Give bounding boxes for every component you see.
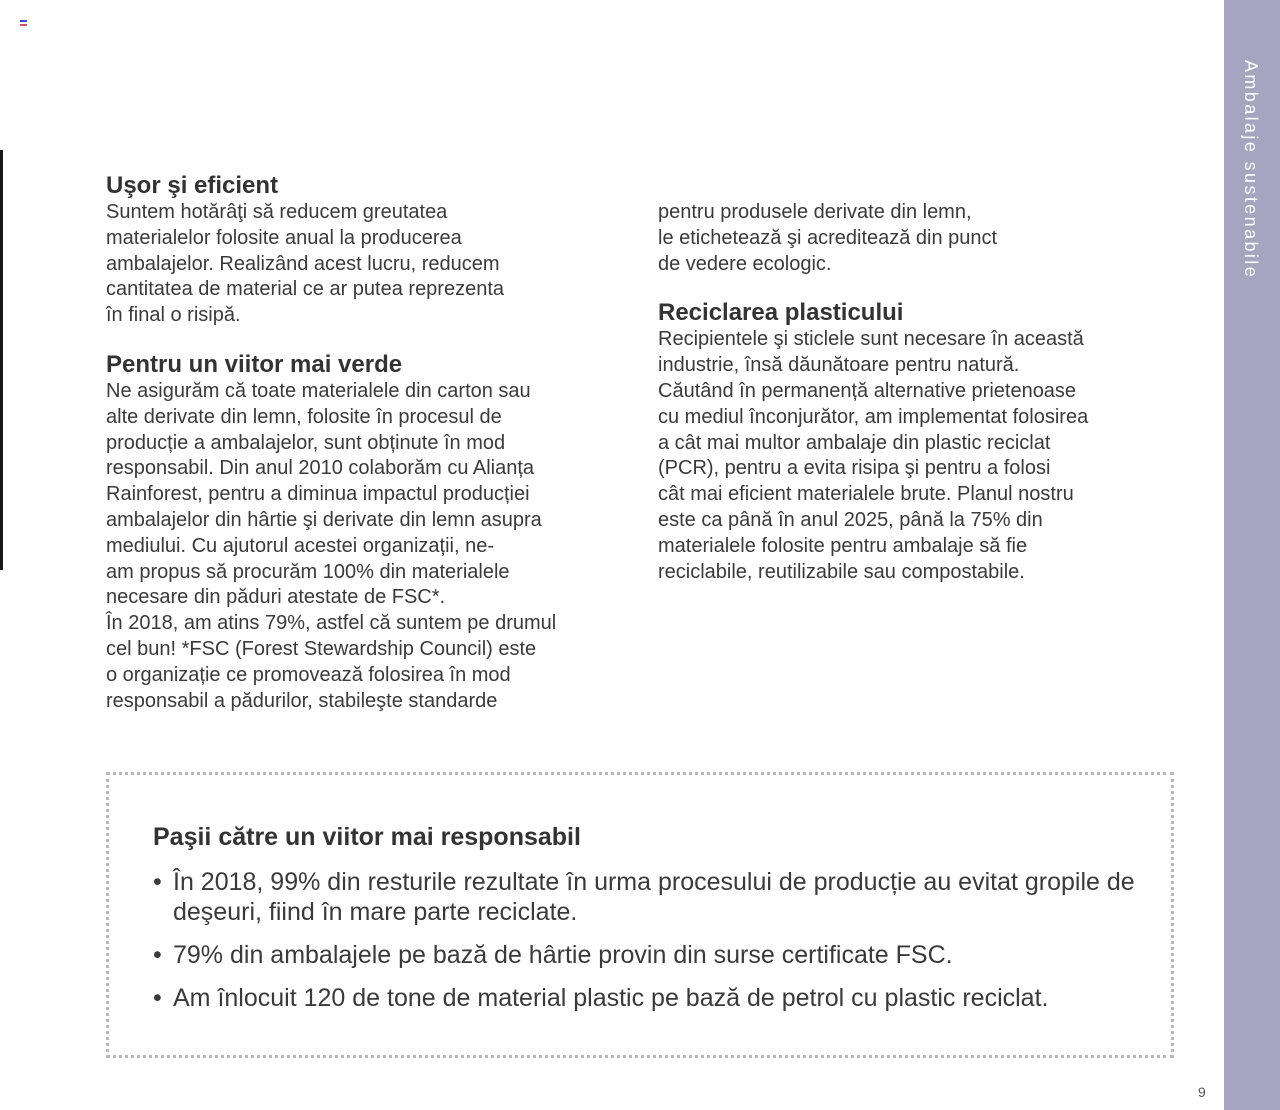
bullet-icon: • bbox=[153, 868, 162, 896]
bullet-icon: • bbox=[153, 984, 162, 1012]
section-body-viitor-verde: Ne asigurăm că toate materialele din carton sau alte derivate din lemn, folosite în procesul de producție a ambalajelor, sunt obținute în mod responsabil. Din anul 2010 colaborăm cu Alianța Rainforest, pentru a diminua impactul producției ambalajelor din hârtie şi derivate din lemn asupra mediului. Cu ajutorul acestei organizații, ne- am propus să procurăm 100% din materialele necesare din păduri atestate de FSC*. În 2018, am atins 79%, astfel că suntem pe drumul cel bun! *FSC (Forest Stewardship Council) este o organizație ce promovează folosirea în mod responsabil a pădurilor, stabileşte standarde bbox=[106, 379, 557, 712]
list-item-text: În 2018, 99% din resturile rezultate în urma procesului de producție au evitat gropile de deşeuri, fiind în mare parte reciclate. bbox=[173, 868, 1135, 926]
bullet-icon: • bbox=[153, 941, 162, 969]
list-item-text: 79% din ambalajele pe bază de hârtie provin din surse certificate FSC. bbox=[173, 941, 953, 969]
section-heading-usor: Uşor şi eficient bbox=[106, 172, 279, 199]
section-body-reciclare: Recipientele şi sticlele sunt necesare în această industrie, însă dăunătoare pentru natură. Căutând în permanență alternative prietenoase cu mediul înconjurător, am implementat folosirea a cât mai multor ambalaje din plastic reciclat (PCR), pentru a evita risipa şi pentru a folosi cât mai eficient materialele brute. Planul nostru este ca până în anul 2025, până la 75% din materialele folosite pentru ambalaje să fie reciclabile, reutilizabile sau compostabile. bbox=[658, 328, 1089, 583]
section-heading-viitor-verde: Pentru un viitor mai verde bbox=[106, 350, 403, 378]
corner-mark-icon bbox=[20, 20, 27, 26]
page-number: 9 bbox=[1198, 1084, 1206, 1100]
sidebar-title: Ambalaje sustenabile bbox=[1241, 60, 1261, 280]
section-body-usor: Suntem hotărâţi să reducem greutatea materialelor folosite anual la producerea ambalajelor. Realizând acest lucru, reducem cantitatea de material ce ar putea reprezenta în final o risipă. bbox=[106, 201, 505, 327]
left-page-edge bbox=[0, 150, 3, 570]
section-heading-reciclare: Reciclarea plasticului bbox=[658, 299, 904, 327]
right-column bbox=[658, 172, 1178, 607]
list-item bbox=[153, 940, 1143, 970]
left-column bbox=[106, 172, 626, 736]
list-item-text: Am înlocuit 120 de tone de material plastic pe bază de petrol cu plastic reciclat. bbox=[173, 984, 1049, 1012]
list-item bbox=[153, 983, 1143, 1013]
list-item bbox=[153, 867, 1143, 927]
steps-title: Paşii către un viitor mai responsabil bbox=[153, 823, 581, 851]
steps-box bbox=[106, 772, 1174, 1058]
steps-list bbox=[153, 867, 1143, 1026]
continuation-paragraph: pentru produsele derivate din lemn, le etichetează şi acreditează din punct de vedere ecologic. bbox=[658, 201, 998, 275]
